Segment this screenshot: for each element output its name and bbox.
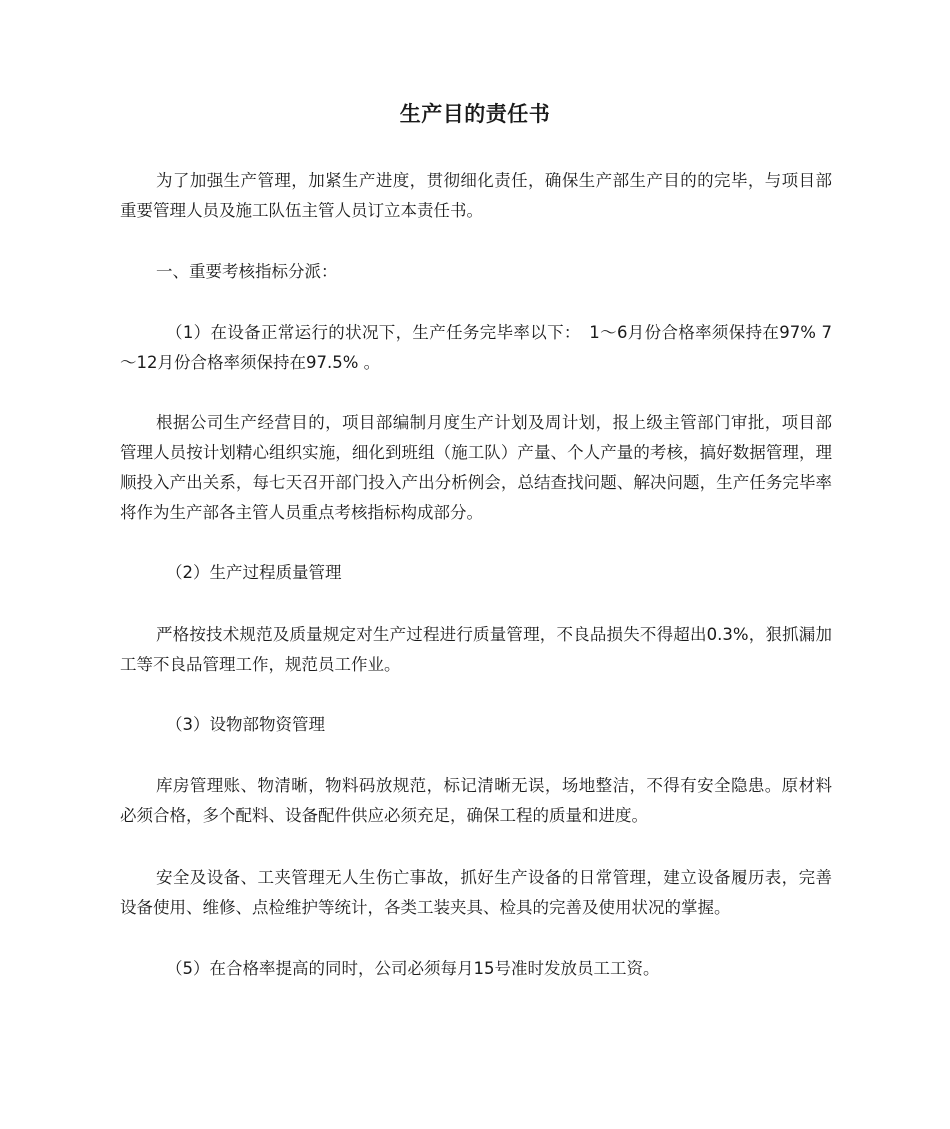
item-2-heading: （2）生产过程质量管理 bbox=[166, 563, 342, 582]
intro-paragraph: 为了加强生产管理，加紧生产进度，贯彻细化责任，确保生产部生产目的的完毕，与项目部重要管理人员及施工队伍主管人员订立本责任书。 bbox=[120, 171, 832, 220]
item-3-heading: （3）设物部物资管理 bbox=[166, 715, 325, 734]
document-title: 生产目的责任书 bbox=[399, 102, 551, 126]
quality-paragraph: 严格按技术规范及质量规定对生产过程进行质量管理，不良品损失不得超出0.3%，狠抓漏加工等不良品管理工作，规范员工作业。 bbox=[120, 625, 832, 674]
section-heading-indicators: 一、重要考核指标分派： bbox=[156, 262, 338, 281]
item-5-wages: （5）在合格率提高的同时，公司必须每月15号准时发放员工工资。 bbox=[166, 959, 660, 978]
item-1-pass-rate: （1）在设备正常运行的状况下，生产任务完毕率以下： 1～6月份合格率须保持在97% 7～12月份合格率须保持在97.5% 。 bbox=[120, 323, 832, 372]
production-plan-paragraph: 根据公司生产经营目的，项目部编制月度生产计划及周计划，报上级主管部门审批，项目部管理人员按计划精心组织实施，细化到班组（施工队）产量、个人产量的考核，搞好数据管理，理顺投入产出关系，每七天召开部门投入产出分析例会，总结查找问题、解决问题，生产任务完毕率将作为生产部各主管人员重点考核指标构成部分。 bbox=[120, 413, 832, 522]
safety-paragraph: 安全及设备、工夹管理无人生伤亡事故，抓好生产设备的日常管理，建立设备履历表，完善设备使用、维修、点检维护等统计，各类工装夹具、检具的完善及使用状况的掌握。 bbox=[120, 868, 832, 917]
warehouse-paragraph: 库房管理账、物清晰，物料码放规范，标记清晰无误，场地整洁，不得有安全隐患。原材料必须合格，多个配料、设备配件供应必须充足，确保工程的质量和进度。 bbox=[120, 776, 832, 825]
